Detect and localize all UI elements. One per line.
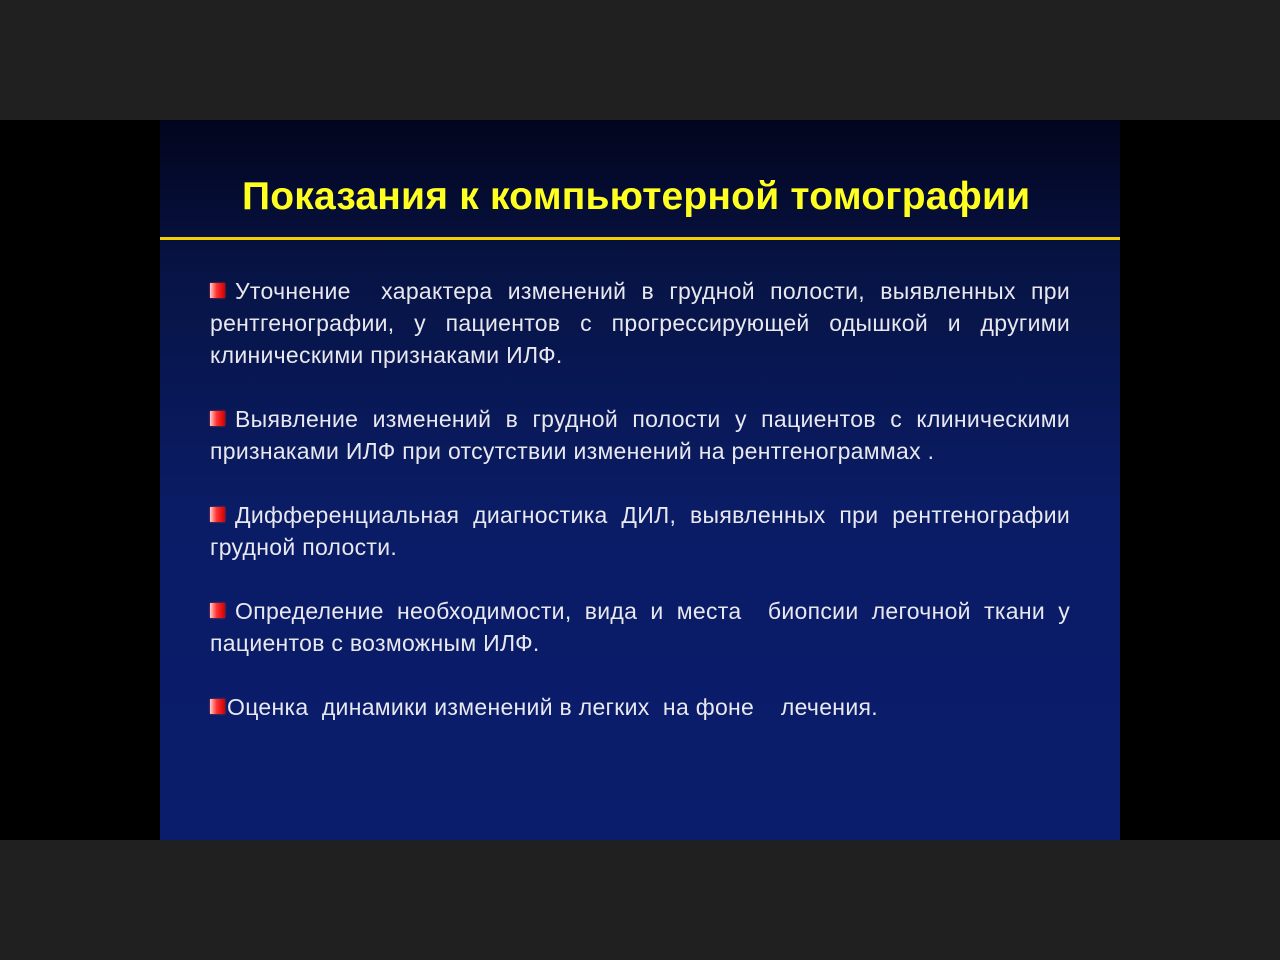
slide-title: Показания к компьютерной томографии xyxy=(242,175,1031,218)
list-item xyxy=(210,595,1077,659)
red-square-bullet-icon xyxy=(210,699,225,714)
bullet-text: Оценка динамики изменений в легких на фоне лечения. xyxy=(227,694,878,720)
list-item xyxy=(210,499,1077,563)
red-square-bullet-icon xyxy=(210,507,225,522)
bullet-text: Уточнение характера изменений в грудной полости, выявленных при рентгенографии, у пациентов с прогрессирующей одышкой и другими клиническими признаками ИЛФ. xyxy=(210,278,1077,368)
red-square-bullet-icon xyxy=(210,603,225,618)
bullet-text: Выявление изменений в грудной полости у пациентов с клиническими признаками ИЛФ при отсутствии изменений на рентгенограммах . xyxy=(210,406,1077,464)
list-item xyxy=(210,403,1077,467)
bullet-list xyxy=(210,275,1077,755)
list-item xyxy=(210,275,1077,371)
red-square-bullet-icon xyxy=(210,283,225,298)
presentation-slide xyxy=(160,120,1120,840)
title-underline xyxy=(160,237,1120,240)
list-item xyxy=(210,691,1070,723)
bullet-text: Определение необходимости, вида и места биопсии легочной ткани у пациентов с возможным ИЛФ. xyxy=(210,598,1077,656)
red-square-bullet-icon xyxy=(210,411,225,426)
bullet-text: Дифференциальная диагностика ДИЛ, выявленных при рентгенографии грудной полости. xyxy=(210,502,1077,560)
